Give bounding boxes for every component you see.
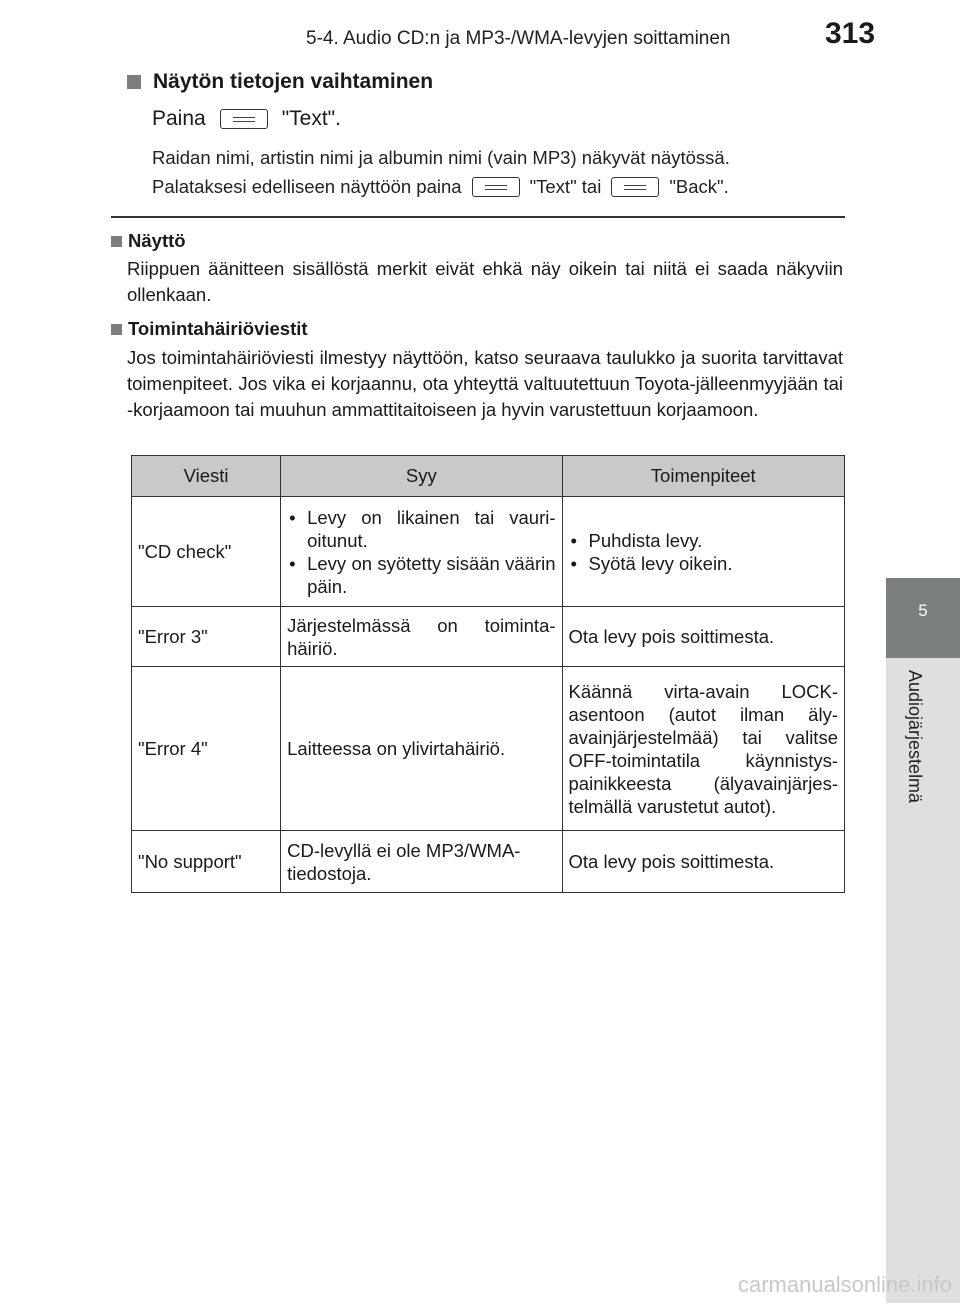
section-heading-text: Näytön tietojen vaihtaminen bbox=[153, 70, 434, 93]
cause-item: • Levy on syötetty sisään väärin päin. bbox=[287, 552, 555, 598]
table-row bbox=[132, 497, 845, 607]
header-title: 5-4. Audio CD:n ja MP3-/WMA-levyjen soittaminen bbox=[306, 28, 731, 49]
table-row bbox=[132, 607, 845, 667]
action-item: • Syötä levy oikein. bbox=[569, 552, 838, 575]
action-cell: Käännä virta-avain LOCK-asentoon (autot ilman äly-avainjärjestelmää) tai valitse OFF-toimintatila käynnistys-painikkeesta (älyavainjärjes-telmällä varustetut autot). bbox=[562, 667, 844, 831]
panel-button-icon bbox=[472, 177, 520, 197]
chapter-tab bbox=[886, 578, 960, 658]
square-bullet-icon bbox=[127, 75, 141, 89]
column-header-cause: Syy bbox=[281, 456, 562, 497]
action-item: • Puhdista levy. bbox=[569, 529, 838, 552]
press-target: "Text". bbox=[281, 107, 341, 130]
square-bullet-icon bbox=[111, 324, 122, 335]
action-cell: Ota levy pois soittimesta. bbox=[562, 831, 844, 893]
square-bullet-icon bbox=[111, 236, 122, 247]
cause-cell: Laitteessa on ylivirtahäiriö. bbox=[281, 667, 562, 831]
action-cell: Ota levy pois soittimesta. bbox=[562, 607, 844, 667]
panel-button-icon bbox=[220, 109, 268, 129]
cause-cell: CD-levyllä ei ole MP3/WMA-tiedostoja. bbox=[281, 831, 562, 893]
table-row bbox=[132, 831, 845, 893]
cause-cell: Järjestelmässä on toiminta-häiriö. bbox=[281, 607, 562, 667]
press-word: Paina bbox=[152, 107, 206, 130]
table-header-row bbox=[132, 456, 845, 497]
action-cell bbox=[562, 497, 844, 607]
error-message-table bbox=[131, 455, 845, 893]
back-instruction bbox=[152, 176, 729, 198]
display-description: Raidan nimi, artistin nimi ja albumin nimi (vain MP3) näkyvät näytössä. bbox=[152, 147, 730, 168]
note-heading-display-text: Näyttö bbox=[128, 230, 186, 251]
section-divider bbox=[111, 216, 845, 218]
back-back-option: "Back". bbox=[669, 176, 729, 197]
message-cell: "Error 3" bbox=[132, 607, 281, 667]
chapter-number: 5 bbox=[918, 601, 928, 620]
back-text-option: "Text" tai bbox=[529, 176, 602, 197]
note-heading-display bbox=[111, 230, 186, 252]
message-cell: "No support" bbox=[132, 831, 281, 893]
note-body-display: Riippuen äänitteen sisällöstä merkit eivät ehkä näy oikein tai niitä ei saada näkyviin ollenkaan. bbox=[127, 258, 843, 305]
page-number: 313 bbox=[825, 17, 876, 50]
table-row bbox=[132, 667, 845, 831]
back-prefix: Palataksesi edelliseen näyttöön paina bbox=[152, 176, 462, 197]
chapter-label: Audiojärjestelmä bbox=[905, 670, 925, 804]
note-heading-errors bbox=[111, 318, 308, 340]
message-cell: "Error 4" bbox=[132, 667, 281, 831]
section-heading bbox=[127, 70, 433, 94]
panel-button-icon bbox=[611, 177, 659, 197]
message-cell: "CD check" bbox=[132, 497, 281, 607]
note-heading-errors-text: Toimintahäiriöviestit bbox=[128, 318, 308, 339]
cause-cell bbox=[281, 497, 562, 607]
press-instruction bbox=[152, 107, 341, 131]
note-body-errors: Jos toimintahäiriöviesti ilmestyy näyttöön, katso seuraava taulukko ja suorita tarvittavat toimenpiteet. Jos vika ei korjaannu, ota yhteyttä valtuutettuun Toyota-jälleenmyyjään tai -korjaamoon tai muuhun ammattitaitoiseen ja hyvin varustettuun korjaamoon. bbox=[127, 347, 843, 420]
watermark: carmanualsonline.info bbox=[737, 1272, 952, 1297]
cause-item: • Levy on likainen tai vauri-oitunut. bbox=[287, 506, 555, 552]
column-header-message: Viesti bbox=[132, 456, 281, 497]
column-header-action: Toimenpiteet bbox=[562, 456, 844, 497]
